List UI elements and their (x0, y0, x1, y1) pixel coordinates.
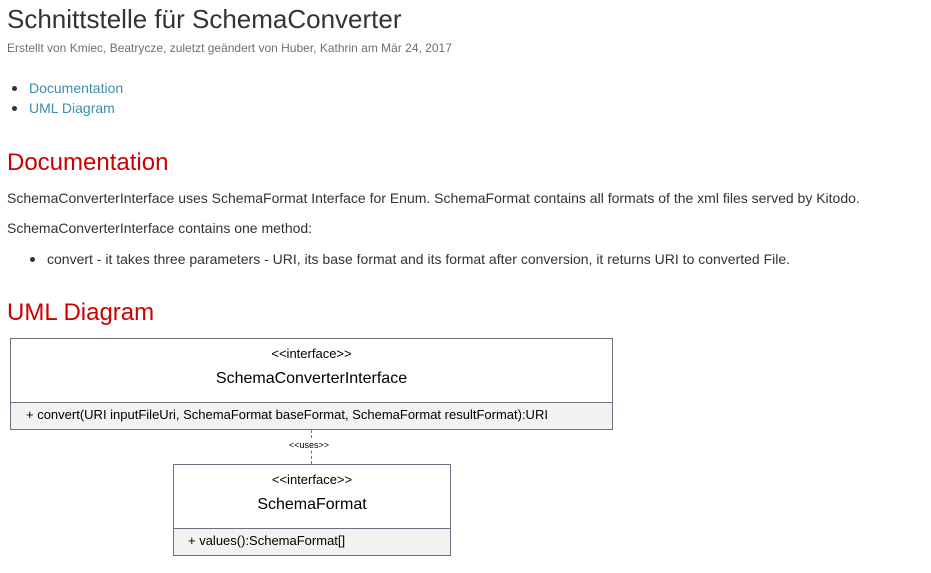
uml-stereotype: <<interface>> (271, 346, 352, 361)
toc-item (29, 78, 123, 98)
uml-divider (11, 402, 612, 403)
uml-operations (11, 402, 612, 429)
documentation-paragraph: SchemaConverterInterface uses SchemaFormat Interface for Enum. SchemaFormat contains all formats of the xml files served by Kitodo. (7, 190, 860, 206)
toc-link-documentation[interactable]: Documentation (29, 80, 124, 96)
list-item: convert - it takes three parameters - URI, its base format and its format after conversion, it returns URI to converted File. (47, 251, 791, 267)
uml-class-schema-format (173, 464, 451, 556)
uml-operations (174, 528, 450, 555)
uml-operation: + values():SchemaFormat[] (188, 533, 346, 548)
page-byline: Erstellt von Kmiec, Beatrycze, zuletzt geändert von Huber, Kathrin am Mär 24, 2017 (7, 41, 452, 55)
uml-class-name: SchemaFormat (257, 496, 367, 513)
uml-class-schema-converter-interface (10, 338, 613, 430)
uml-relation-label: <<uses>> (289, 440, 330, 450)
documentation-paragraph: SchemaConverterInterface contains one method: (7, 220, 313, 236)
table-of-contents (29, 78, 123, 118)
toc-link-uml-diagram[interactable]: UML Diagram (29, 100, 115, 116)
uml-stereotype: <<interface>> (271, 472, 353, 487)
uml-divider (174, 528, 450, 529)
page-title: Schnittstelle für SchemaConverter (7, 4, 402, 34)
method-list (47, 249, 790, 269)
section-heading-uml-diagram: UML Diagram (7, 299, 155, 326)
section-heading-documentation: Documentation (7, 149, 169, 176)
uml-class-name: SchemaConverterInterface (215, 370, 408, 387)
uml-operation: + convert(URI inputFileUri, SchemaFormat baseFormat, SchemaFormat resultFormat):URI (26, 407, 548, 422)
toc-item (29, 98, 123, 118)
